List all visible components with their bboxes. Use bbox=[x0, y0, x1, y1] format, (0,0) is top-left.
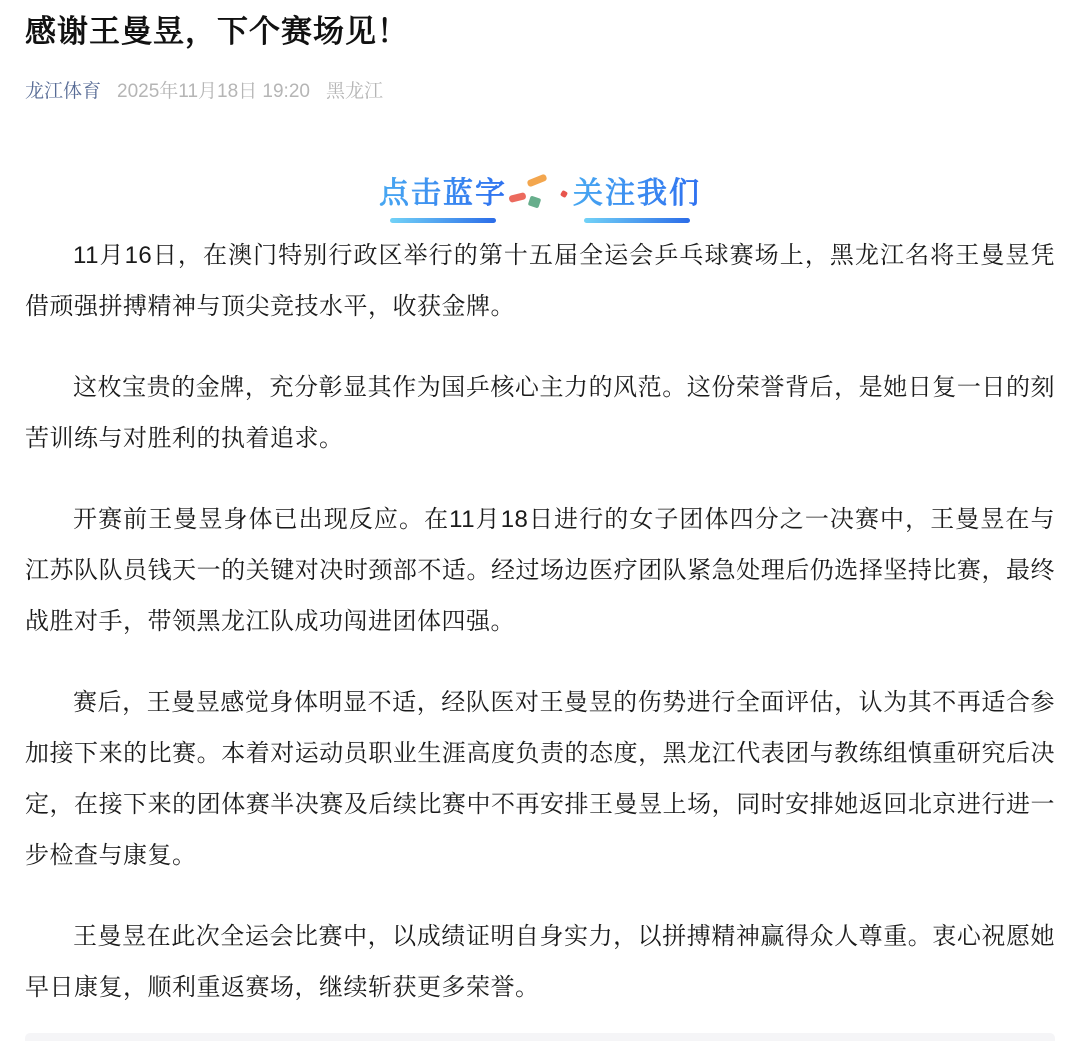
click-blue-text-button[interactable] bbox=[379, 168, 507, 223]
banner-underline-right bbox=[584, 218, 690, 223]
publish-location: 黑龙江 bbox=[325, 81, 383, 102]
publish-date: 2025年11月18日 19:20 bbox=[117, 81, 310, 102]
page-title: 感谢王曼昱，下个赛场见！ bbox=[25, 14, 409, 49]
paragraph: 赛后，王曼昱感觉身体明显不适，经队医对王曼昱的伤势进行全面评估，认为其不再适合参加接下来的比赛。本着对运动员职业生涯高度负责的态度，黑龙江代表团与教练组慎重研究后决定，在接下来的团体赛半决赛及后续比赛中不再安排王曼昱上场，同时安排她返回北京进行进一步检查与康复。 bbox=[25, 689, 1055, 869]
paragraph: 这枚宝贵的金牌，充分彰显其作为国乒核心主力的风范。这份荣誉背后，是她日复一日的刻苦训练与对胜利的执着追求。 bbox=[25, 374, 1055, 452]
confetti-green-icon bbox=[528, 196, 542, 209]
confetti-decoration bbox=[507, 168, 573, 216]
confetti-dot-icon bbox=[560, 190, 568, 198]
follow-us-button[interactable] bbox=[573, 168, 701, 223]
next-content-block-edge bbox=[25, 1033, 1055, 1041]
click-blue-text-label: 点击蓝字 bbox=[379, 168, 507, 212]
paragraph: 开赛前王曼昱身体已出现反应。在11月18日进行的女子团体四分之一决赛中，王曼昱在与江苏队队员钱天一的关键对决时颈部不适。经过场边医疗团队紧急处理后仍选择坚持比赛，最终战胜对手，带领黑龙江队成功闯进团体四强。 bbox=[25, 506, 1055, 635]
paragraph: 11月16日，在澳门特别行政区举行的第十五届全运会乒乓球赛场上，黑龙江名将王曼昱凭借顽强拼搏精神与顶尖竞技水平，收获金牌。 bbox=[25, 242, 1055, 320]
article-page bbox=[0, 10, 1080, 1041]
follow-us-label: 关注我们 bbox=[573, 168, 701, 212]
confetti-orange-icon bbox=[526, 174, 547, 188]
author-link[interactable]: 龙江体育 bbox=[25, 81, 102, 102]
confetti-red-icon bbox=[508, 192, 526, 203]
paragraph: 王曼昱在此次全运会比赛中，以成绩证明自身实力，以拼搏精神赢得众人尊重。衷心祝愿她早日康复，顺利重返赛场，继续斩获更多荣誉。 bbox=[25, 923, 1055, 1001]
article-meta bbox=[25, 80, 1055, 104]
banner-underline-left bbox=[390, 218, 496, 223]
follow-banner bbox=[25, 168, 1055, 216]
article-body bbox=[25, 230, 1055, 1013]
